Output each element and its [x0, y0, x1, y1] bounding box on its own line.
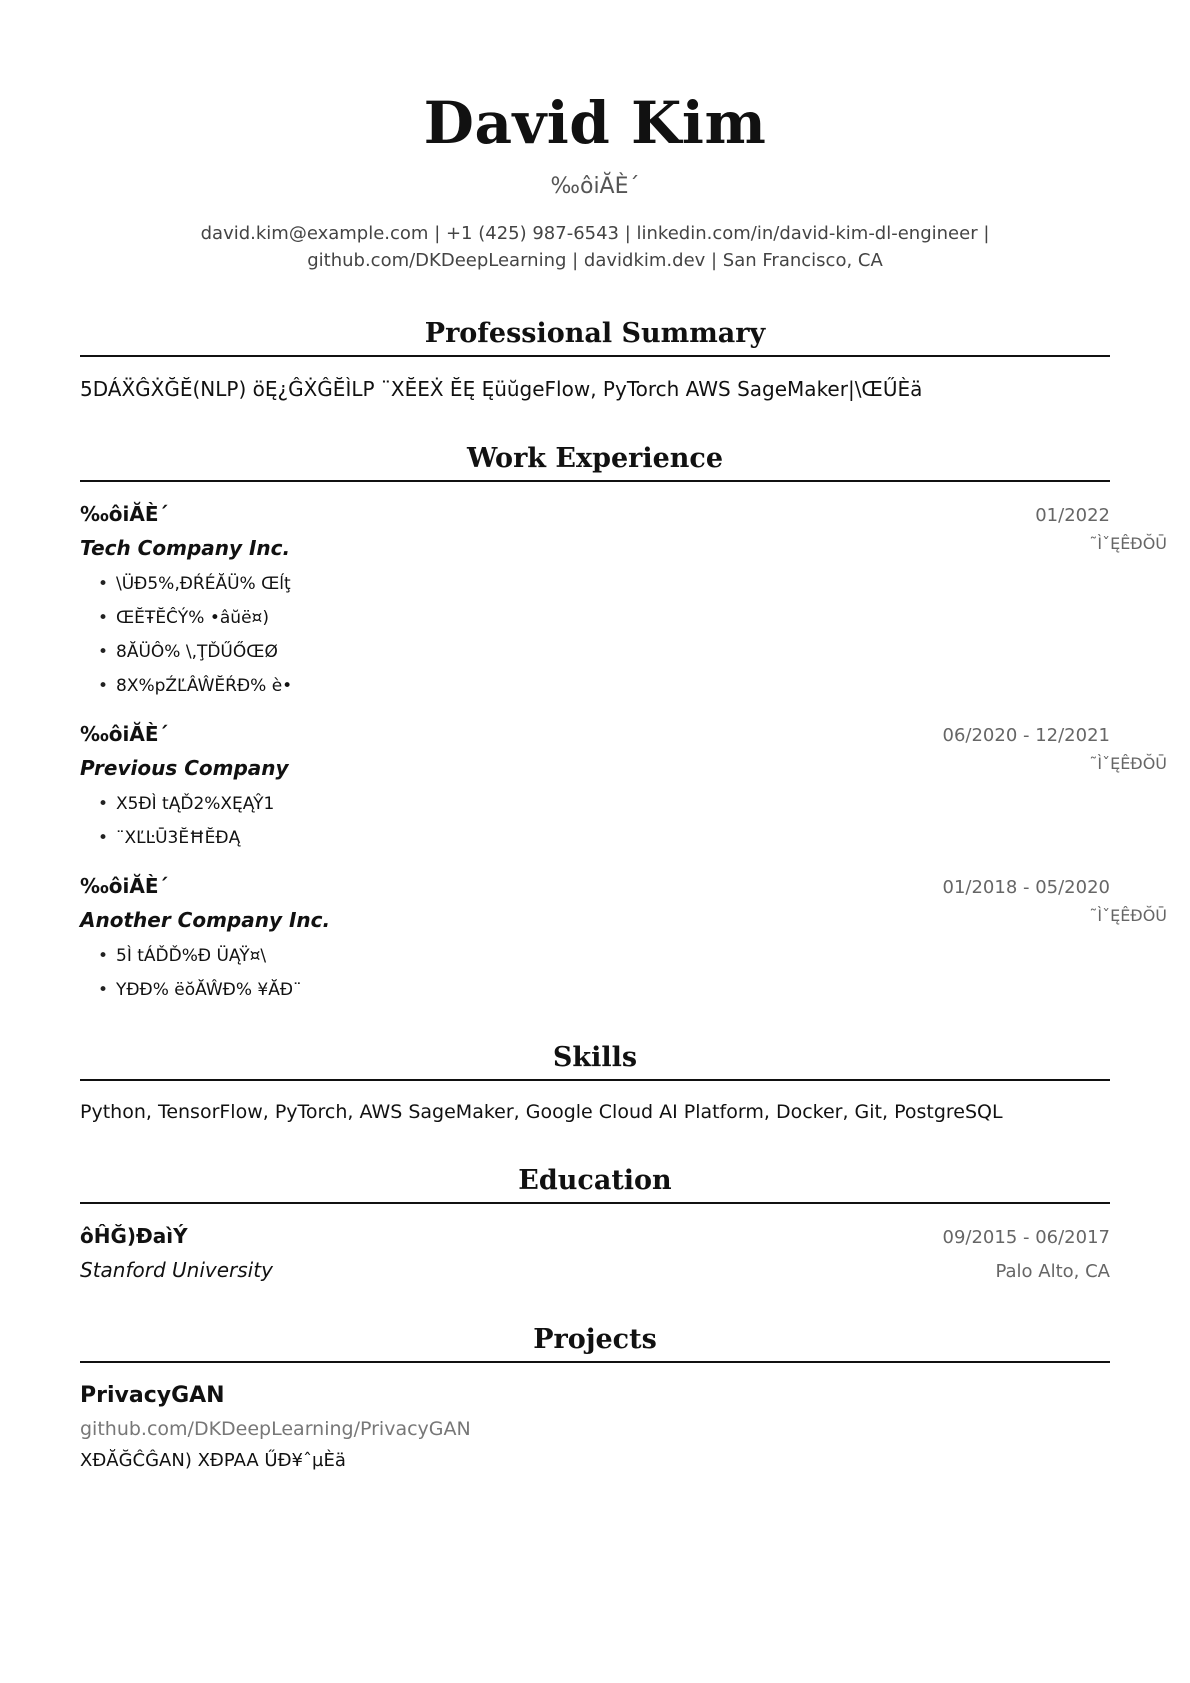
job-entry: [80, 722, 1167, 849]
job-entry: [80, 502, 1167, 697]
contact-line: david.kim@example.com | +1 (425) 987-6543 | linkedin.com/in/david-kim-dl-engineer |: [200, 223, 990, 245]
job-location: ˜ÌˇĘÊĐŎŪ: [1089, 906, 1167, 926]
skills-text: Python, TensorFlow, PyTorch, AWS SageMaker, Google Cloud AI Platform, Docker, Git, PostgreSQL: [80, 1101, 1003, 1124]
skills-section: [80, 1044, 1110, 1123]
job-date: 01/2022: [1035, 505, 1110, 527]
list-item: • YĐĐ% ëŏĂŴĐ% ¥ĂÐ¨: [98, 980, 1110, 1000]
list-item: • ŒĔŦĔĈÝ% •âŭë¤): [98, 608, 1110, 628]
job-location: ˜ÌˇĘÊĐŎŪ: [1089, 534, 1167, 554]
job-title: ‰ôiĂÈ´: [80, 874, 169, 899]
list-item: • 8ĂÜÔ% \‚ŢĎŰŐŒØ: [98, 642, 1110, 662]
company-name: Tech Company Inc.: [80, 536, 291, 561]
education-section: [80, 1167, 1110, 1282]
candidate-headline: ‰ôiĂÈ´: [550, 174, 640, 199]
job-title: ‰ôiĂÈ´: [80, 722, 169, 747]
job-title: ‰ôiĂÈ´: [80, 502, 169, 527]
section-title: Skills: [80, 1044, 1110, 1081]
company-name: Previous Company: [80, 756, 289, 781]
summary-section: [80, 320, 1110, 401]
degree: ôĤĞ)ĐaìÝ: [80, 1224, 188, 1249]
project-link[interactable]: github.com/DKDeepLearning/PrivacyGAN: [80, 1418, 471, 1441]
projects-section: [80, 1326, 1110, 1471]
candidate-name: David Kim: [423, 89, 767, 157]
list-item: • 5Ì tÁĎĎ%Ð ÜĄŸ¤\: [98, 946, 1110, 966]
job-date: 06/2020 - 12/2021: [942, 725, 1110, 747]
list-item: • 8X%pŹĽÂŴĔŔĐ% è•: [98, 676, 1110, 696]
job-date: 01/2018 - 05/2020: [942, 877, 1110, 899]
school-location: Palo Alto, CA: [995, 1261, 1110, 1283]
list-item: • \ÜĐ5%‚ĐŔÉĂÜ% Œĺţ: [98, 574, 1110, 594]
experience-section: [80, 443, 1167, 1001]
job-bullets: [80, 794, 1110, 848]
section-title: Education: [80, 1167, 1110, 1204]
job-entry: [80, 874, 1167, 1001]
list-item: • ¨XĽĿŪ3ĔĦĔĐĄ: [98, 828, 1110, 848]
contact-line: github.com/DKDeepLearning | davidkim.dev | San Francisco, CA: [307, 250, 883, 272]
project-description: XĐĂĞĈĜAN) XĐPAA ŰĐ¥ˆµÈä: [80, 1450, 346, 1472]
job-bullets: [80, 946, 1110, 1000]
section-title: Projects: [80, 1326, 1110, 1363]
resume-page: [80, 80, 1167, 1472]
list-item: • X5ĐÌ tĄĎ2%XĘĄŶ1: [98, 794, 1110, 814]
section-title: Work Experience: [80, 445, 1110, 482]
job-bullets: [80, 574, 1110, 696]
section-title: Professional Summary: [80, 320, 1110, 357]
company-name: Another Company Inc.: [80, 908, 331, 933]
summary-text: 5DÁẌĜẊĞĔ(NLP) öĘ¿ĜẊĜĔÌLP ¨XĔEẊ ĔĘ ĘüŭgeFlow, PyTorch AWS SageMaker|\ŒŰÈä: [80, 377, 923, 402]
education-date: 09/2015 - 06/2017: [942, 1227, 1110, 1249]
project-name: PrivacyGAN: [80, 1383, 225, 1409]
contact-info: [145, 220, 1045, 274]
school-name: Stanford University: [80, 1258, 273, 1283]
job-location: ˜ÌˇĘÊĐŎŪ: [1089, 754, 1167, 774]
